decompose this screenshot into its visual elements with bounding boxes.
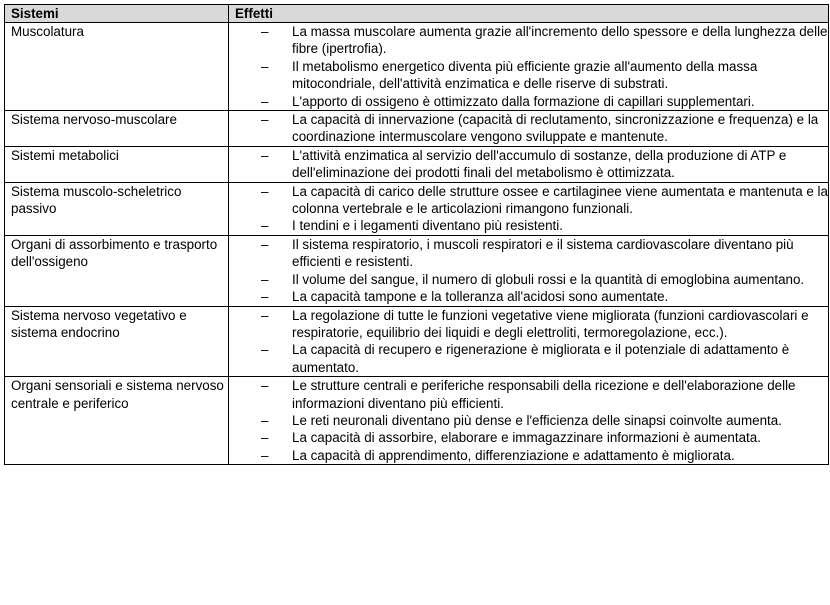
effect-item: – La capacità di carico delle strutture ossee e cartilaginee viene aumentata e mantenuta e la colonna vertebrale e le articolazioni rimangono funzionali. <box>261 183 828 217</box>
effect-item: – Il metabolismo energetico diventa più efficiente grazie all'aumento della massa mitocondriale, dell'attività enzimatica e delle riserve di substrati. <box>261 58 758 92</box>
effect-item: – Le strutture centrali e periferiche responsabili della ricezione e dell'elaborazione delle informazioni diventano più efficienti. <box>261 378 796 411</box>
effect-text: Il volume del sangue, il numero di globuli rossi e la quantità di emoglobina aumentano. <box>292 271 805 287</box>
effect-text: La capacità di recupero e rigenerazione è migliorata e il potenziale di adattamento è aumentato. <box>292 342 790 375</box>
effects-table <box>4 4 829 465</box>
effects-cell <box>229 377 829 465</box>
system-cell: Sistema nervoso-muscolare <box>5 111 229 147</box>
effect-text: Le strutture centrali e periferiche responsabili della ricezione e dell'elaborazione delle informazioni diventano più efficienti. <box>292 378 796 411</box>
effects-cell <box>229 306 829 377</box>
table-row <box>5 306 829 377</box>
header-sistemi: Sistemi <box>5 5 229 23</box>
effects-cell <box>229 235 829 306</box>
effect-item: – Le reti neuronali diventano più dense e l'efficienza delle sinapsi coinvolte aumenta. <box>261 412 782 428</box>
table-header-row <box>5 5 829 23</box>
effect-text: La capacità di carico delle strutture ossee e cartilaginee viene aumentata e mantenuta e la colonna vertebrale e le articolazioni rimangono funzionali. <box>292 183 828 217</box>
effect-item: – La capacità tampone e la tolleranza all'acidosi sono aumentate. <box>261 289 669 305</box>
system-cell: Sistema nervoso vegetativo e sistema endocrino <box>5 306 229 377</box>
header-effetti: Effetti <box>229 5 829 23</box>
effect-item: – La massa muscolare aumenta grazie all'incremento dello spessore e della lunghezza delle fibre (ipertrofia). <box>261 24 828 57</box>
system-cell: Sistema muscolo-scheletrico passivo <box>5 182 229 235</box>
table-row <box>5 235 829 306</box>
effect-item: – Il volume del sangue, il numero di globuli rossi e la quantità di emoglobina aumentano. <box>261 271 805 287</box>
effect-item: – La capacità di apprendimento, differenziazione e adattamento è migliorata. <box>261 447 735 463</box>
effect-text: I tendini e i legamenti diventano più resistenti. <box>292 218 563 234</box>
effect-item: – I tendini e i legamenti diventano più resistenti. <box>261 218 563 234</box>
table-row <box>5 111 829 147</box>
effects-cell <box>229 146 829 182</box>
effect-text: L'attività enzimatica al servizio dell'accumulo di sostanze, della produzione di ATP e dell'eliminazione dei prodotti finali del metabolismo è ottimizzata. <box>292 147 787 181</box>
effects-cell <box>229 111 829 147</box>
effect-item: – La capacità di innervazione (capacità di reclutamento, sincronizzazione e frequenza) e la coordinazione intermuscolare vengono sviluppate e mantenute. <box>261 112 819 145</box>
system-cell: Muscolatura <box>5 23 229 111</box>
effect-text: La capacità tampone e la tolleranza all'acidosi sono aumentate. <box>292 289 669 305</box>
effect-text: La capacità di innervazione (capacità di reclutamento, sincronizzazione e frequenza) e la coordinazione intermuscolare vengono sviluppate e mantenute. <box>292 112 819 145</box>
effects-cell <box>229 182 829 235</box>
effect-text: Le reti neuronali diventano più dense e l'efficienza delle sinapsi coinvolte aumenta. <box>292 412 782 428</box>
table-row <box>5 23 829 111</box>
table-row <box>5 146 829 182</box>
effect-text: Il sistema respiratorio, i muscoli respiratori e il sistema cardiovascolare diventano più efficienti e resistenti. <box>292 236 794 270</box>
effect-item: – L'attività enzimatica al servizio dell'accumulo di sostanze, della produzione di ATP e dell'eliminazione dei prodotti finali del metabolismo è ottimizzata. <box>261 147 787 181</box>
table-body <box>5 23 829 465</box>
effect-item: – La capacità di recupero e rigenerazione è migliorata e il potenziale di adattamento è aumentato. <box>261 342 790 375</box>
effect-text: La capacità di apprendimento, differenziazione e adattamento è migliorata. <box>292 447 735 463</box>
effect-item: – La regolazione di tutte le funzioni vegetative viene migliorata (funzioni cardiovascolari e respiratorie, equilibrio dei liquidi e degli elettroliti, termoregolazione, ecc.). <box>261 307 809 340</box>
effect-text: La regolazione di tutte le funzioni vegetative viene migliorata (funzioni cardiovascolari e respiratorie, equilibrio dei liquidi e degli elettroliti, termoregolazione, ecc.). <box>292 307 809 340</box>
system-cell: Organi sensoriali e sistema nervoso centrale e periferico <box>5 377 229 465</box>
system-cell: Organi di assorbimento e trasporto dell'ossigeno <box>5 235 229 306</box>
table-row <box>5 182 829 235</box>
effect-item: – La capacità di assorbire, elaborare e immagazzinare informazioni è aumentata. <box>261 430 761 446</box>
effect-text: La capacità di assorbire, elaborare e immagazzinare informazioni è aumentata. <box>292 430 761 446</box>
effects-table-container <box>4 4 828 465</box>
effect-text: Il metabolismo energetico diventa più efficiente grazie all'aumento della massa mitocondriale, dell'attività enzimatica e delle riserve di substrati. <box>292 58 758 92</box>
effect-item: – Il sistema respiratorio, i muscoli respiratori e il sistema cardiovascolare diventano più efficienti e resistenti. <box>261 236 794 270</box>
effect-text: L'apporto di ossigeno è ottimizzato dalla formazione di capillari supplementari. <box>292 93 755 109</box>
table-row <box>5 377 829 465</box>
effects-cell <box>229 23 829 111</box>
system-cell: Sistemi metabolici <box>5 146 229 182</box>
effect-item: – L'apporto di ossigeno è ottimizzato dalla formazione di capillari supplementari. <box>261 93 755 109</box>
effect-text: La massa muscolare aumenta grazie all'incremento dello spessore e della lunghezza delle fibre (ipertrofia). <box>292 24 828 57</box>
